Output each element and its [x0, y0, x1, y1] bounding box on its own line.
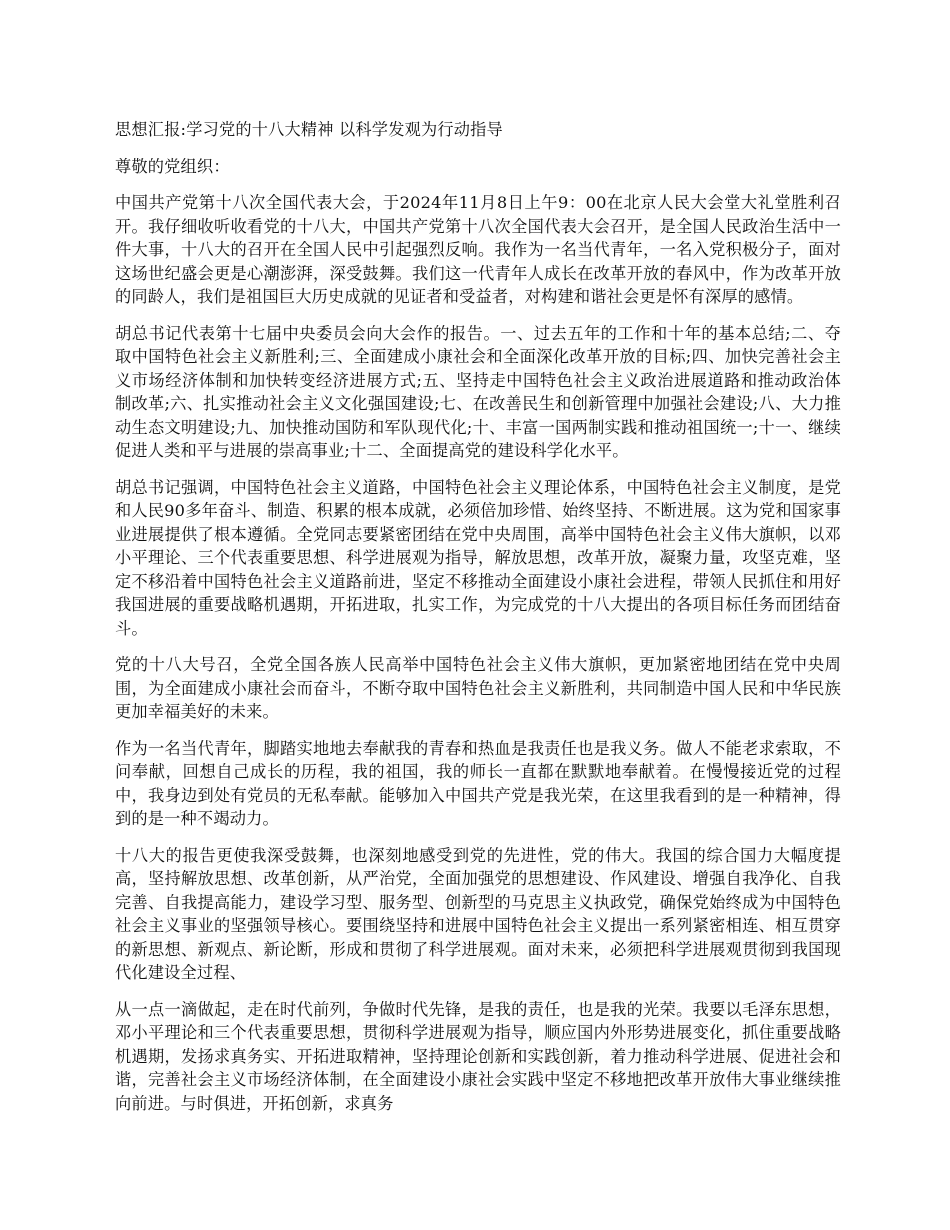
- paragraph-5: 作为一名当代青年，脚踏实地地去奉献我的青春和热血是我责任也是我义务。做人不能老求索取，不问奉献，回想自己成长的历程，我的祖国，我的师长一直都在默默地奉献着。在慢慢接近党的过程中，我身边到处有党员的无私奉献。能够加入中国共产党是我光荣，在这里我看到的是一种精神，得到的是一种不竭动力。: [115, 738, 841, 828]
- document-title: 思想汇报:学习党的十八大精神 以科学发观为行动指导: [115, 120, 503, 139]
- paragraph-2: 胡总书记代表第十七届中央委员会向大会作的报告。一、过去五年的工作和十年的基本总结;二、夺取中国特色社会主义新胜利;三、全面建成小康社会和全面深化改革开放的目标;四、加快完善社会主义市场经济体制和加快转变经济进展方式;五、坚持走中国特色社会主义政治进展道路和推动政治体制改革;六、扎实推动社会主义文化强国建设;七、在改善民生和创新管理中加强社会建设;八、大力推动生态文明建设;九、加快推动国防和军队现代化;十、丰富一国两制实践和推动祖国统一;十一、继续促进人类和平与进展的崇高事业;十二、全面提高党的建设科学化水平。: [115, 323, 841, 460]
- document-page: [115, 118, 841, 1128]
- paragraph-1: 中国共产党第十八次全国代表大会，于2024年11月8日上午9：00在北京人民大会堂大礼堂胜利召开。我仔细收听收看党的十八大，中国共产党第十八次全国代表大会召开，是全国人民政治生活中一件大事，十八大的召开在全国人民中引起强烈反响。我作为一名当代青年，一名入党积极分子，面对这场世纪盛会更是心潮澎湃，深受鼓舞。我们这一代青年人成长在改革开放的春风中，作为改革开放的同龄人，我们是祖国巨大历史成就的见证者和受益者，对构建和谐社会更是怀有深厚的感情。: [115, 193, 841, 306]
- paragraph-6: 十八大的报告更使我深受鼓舞，也深刻地感受到党的先进性，党的伟大。我国的综合国力大幅度提高，坚持解放思想、改革创新，从严治党，全面加强党的思想建设、作风建设、增强自我净化、自我完善、自我提高能力，建设学习型、服务型、创新型的马克思主义执政党，确保党始终成为中国特色社会主义事业的坚强领导核心。要围绕坚持和进展中国特色社会主义提出一系列紧密相连、相互贯穿的新思想、新观点、新论断，形成和贯彻了科学进展观。面对未来，必须把科学进展观贯彻到我国现代化建设全过程、: [115, 845, 841, 982]
- paragraph-7: 从一点一滴做起，走在时代前列，争做时代先锋，是我的责任，也是我的光荣。我要以毛泽东思想，邓小平理论和三个代表重要思想，贯彻科学进展观为指导，顺应国内外形势进展变化，抓住重要战略机遇期，发扬求真务实、开拓进取精神，坚持理论创新和实践创新，着力推动科学进展、促进社会和谐，完善社会主义市场经济体制，在全面建设小康社会实践中坚定不移地把改革开放伟大事业继续推向前进。与时俱进，开拓创新，求真务: [115, 999, 841, 1113]
- paragraph-3: 胡总书记强调，中国特色社会主义道路，中国特色社会主义理论体系，中国特色社会主义制度，是党和人民90多年奋斗、制造、积累的根本成就，必须倍加珍惜、始终坚持、不断进展。这为党和国家事业进展提供了根本遵循。全党同志要紧密团结在党中央周围，高举中国特色社会主义伟大旗帜，以邓小平理论、三个代表重要思想、科学进展观为指导，解放思想，改革开放，凝聚力量，攻坚克难，坚定不移沿着中国特色社会主义道路前进，坚定不移推动全面建设小康社会进程，带领人民抓住和用好我国进展的重要战略机遇期，开拓进取，扎实工作，为完成党的十八大提出的各项目标任务而团结奋斗。: [115, 477, 841, 638]
- paragraph-4: 党的十八大号召，全党全国各族人民高举中国特色社会主义伟大旗帜，更加紧密地团结在党中央周围，为全面建成小康社会而奋斗，不断夺取中国特色社会主义新胜利，共同制造中国人民和中华民族更加幸福美好的未来。: [115, 655, 841, 721]
- salutation: 尊敬的党组织：: [115, 156, 230, 176]
